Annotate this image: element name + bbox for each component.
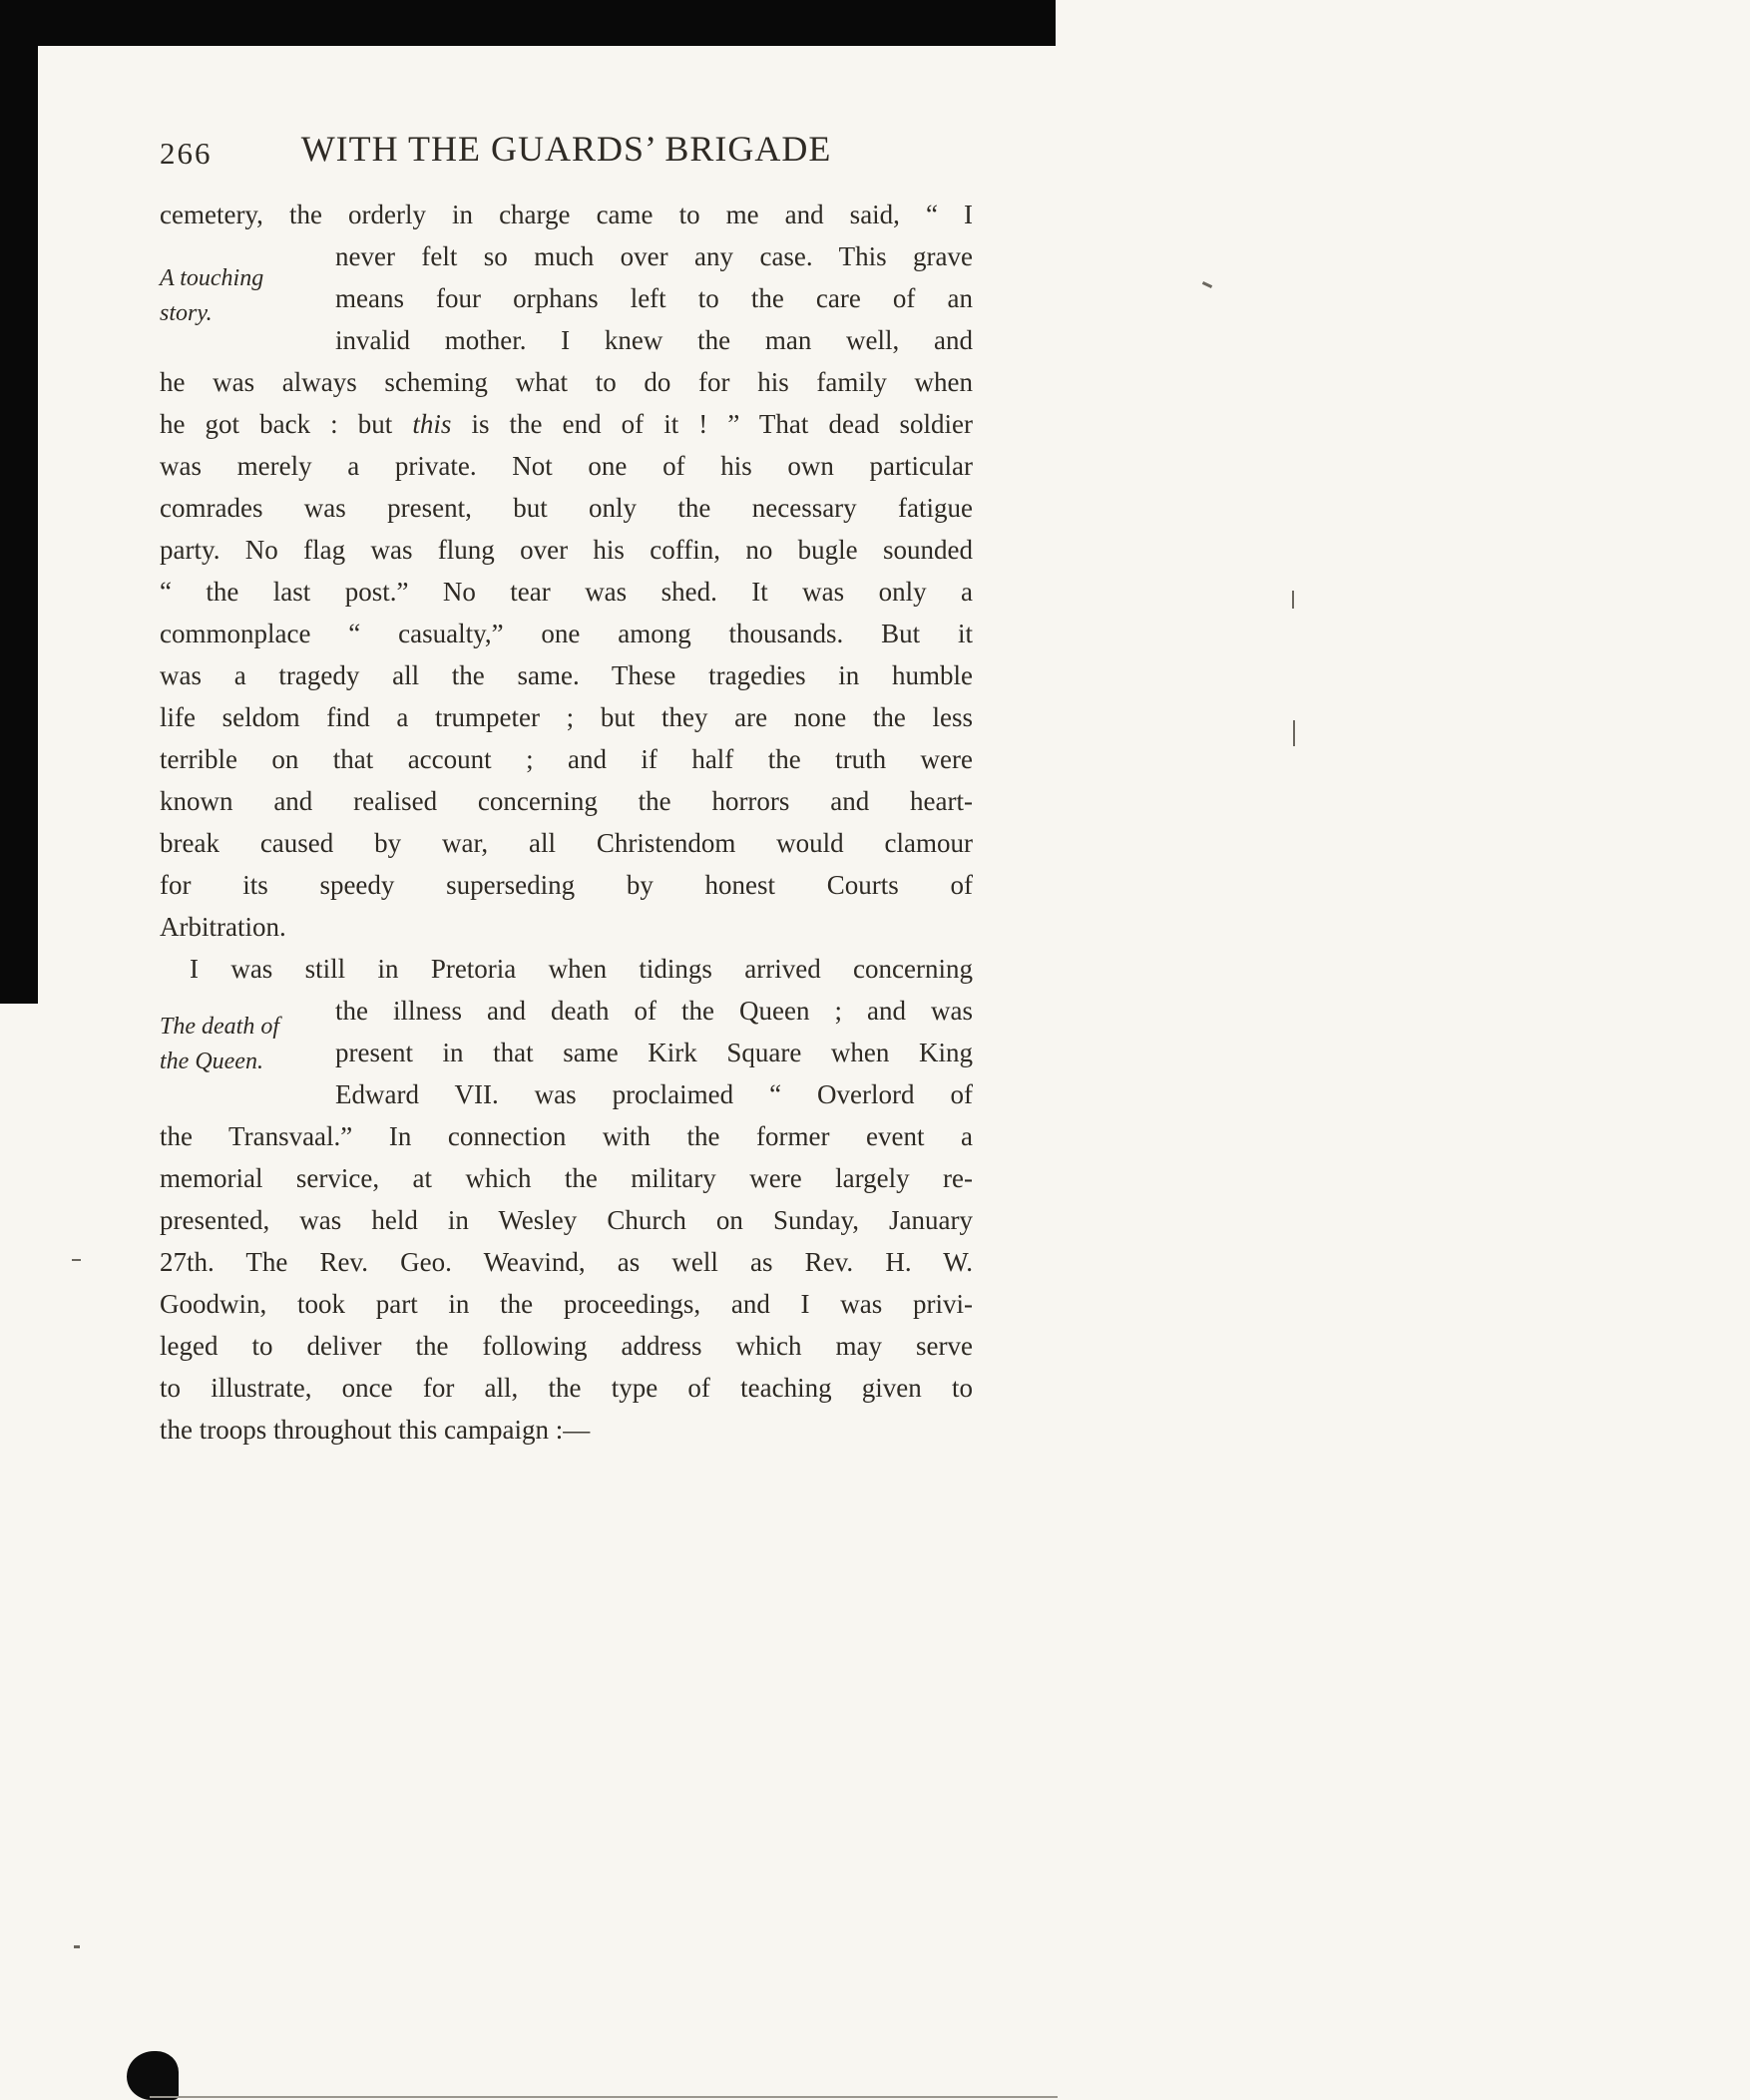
text-line: terrible on that account ; and if half the truth were: [160, 744, 973, 774]
text-line: present in that same Kirk Square when King: [335, 1038, 973, 1067]
text-line: the Transvaal.” In connection with the former event a: [160, 1121, 973, 1151]
margin-note-line: A touching: [160, 265, 264, 291]
paragraph-1: [160, 194, 973, 948]
text-line: Goodwin, took part in the proceedings, and I was privi-: [160, 1289, 973, 1319]
text-line: for its speedy superseding by honest Courts of: [160, 870, 973, 900]
text-line: to illustrate, once for all, the type of teaching given to: [160, 1373, 973, 1403]
scan-speck: [1202, 281, 1212, 288]
text-line: “ the last post.” No tear was shed. It was only a: [160, 577, 973, 607]
text-line: 27th. The Rev. Geo. Weavind, as well as Rev. H. W.: [160, 1247, 973, 1277]
scan-speck: [1293, 720, 1295, 746]
scan-speck: [1292, 591, 1294, 609]
text-line: was a tragedy all the same. These tragedies in humble: [160, 660, 973, 690]
scan-speck: [72, 1259, 81, 1261]
text-line: known and realised concerning the horrors and heart-: [160, 786, 973, 816]
page-number: 266: [160, 136, 213, 171]
text-segment: he got back : but: [160, 409, 393, 439]
text-line: I was still in Pretoria when tidings arrived concerning: [190, 954, 973, 984]
text-line: he was always scheming what to do for his family when: [160, 367, 973, 397]
scan-artifact-bottom-edge: [150, 2096, 1058, 2098]
text-line: commonplace “ casualty,” one among thousands. But it: [160, 619, 973, 648]
scan-artifact-blob: [127, 2051, 179, 2100]
text-line: invalid mother. I knew the man well, and: [335, 325, 973, 355]
text-line: memorial service, at which the military were largely re-: [160, 1163, 973, 1193]
text-line: never felt so much over any case. This grave: [335, 241, 973, 271]
margin-note-line: The death of: [160, 1014, 279, 1040]
text-line: the troops throughout this campaign :—: [160, 1415, 591, 1445]
text-line: presented, was held in Wesley Church on Sunday, January: [160, 1205, 973, 1235]
text-line: [160, 403, 973, 445]
scan-artifact-top-bar: [0, 0, 1056, 46]
paragraph-2: [160, 948, 973, 1451]
text-line: leged to deliver the following address which may serve: [160, 1331, 973, 1361]
page-header: [160, 128, 973, 174]
text-line: party. No flag was flung over his coffin, no bugle sounded: [160, 535, 973, 565]
italic-word: this: [412, 409, 452, 439]
margin-note-death-of-queen: [160, 1010, 279, 1079]
margin-note-line: the Queen.: [160, 1049, 263, 1074]
margin-note-touching-story: [160, 261, 263, 331]
text-line: means four orphans left to the care of an: [335, 283, 973, 313]
text-segment: is the end of it ! ” That dead soldier: [471, 409, 974, 439]
running-title: WITH THE GUARDS’ BRIGADE: [300, 129, 832, 169]
text-line: cemetery, the orderly in charge came to me and said, “ I: [160, 200, 973, 229]
text-line: break caused by war, all Christendom would clamour: [160, 828, 973, 858]
body-text: [160, 194, 973, 1451]
text-line: was merely a private. Not one of his own particular: [160, 451, 973, 481]
scan-artifact-left-bar: [0, 0, 38, 1004]
text-line: life seldom find a trumpeter ; but they are none the less: [160, 702, 973, 732]
text-line: the illness and death of the Queen ; and was: [335, 996, 973, 1026]
text-line: comrades was present, but only the necessary fatigue: [160, 493, 973, 523]
text-line: Arbitration.: [160, 912, 286, 942]
scan-speck: [74, 1945, 80, 1948]
margin-note-line: story.: [160, 300, 213, 326]
text-line: Edward VII. was proclaimed “ Overlord of: [335, 1079, 973, 1109]
